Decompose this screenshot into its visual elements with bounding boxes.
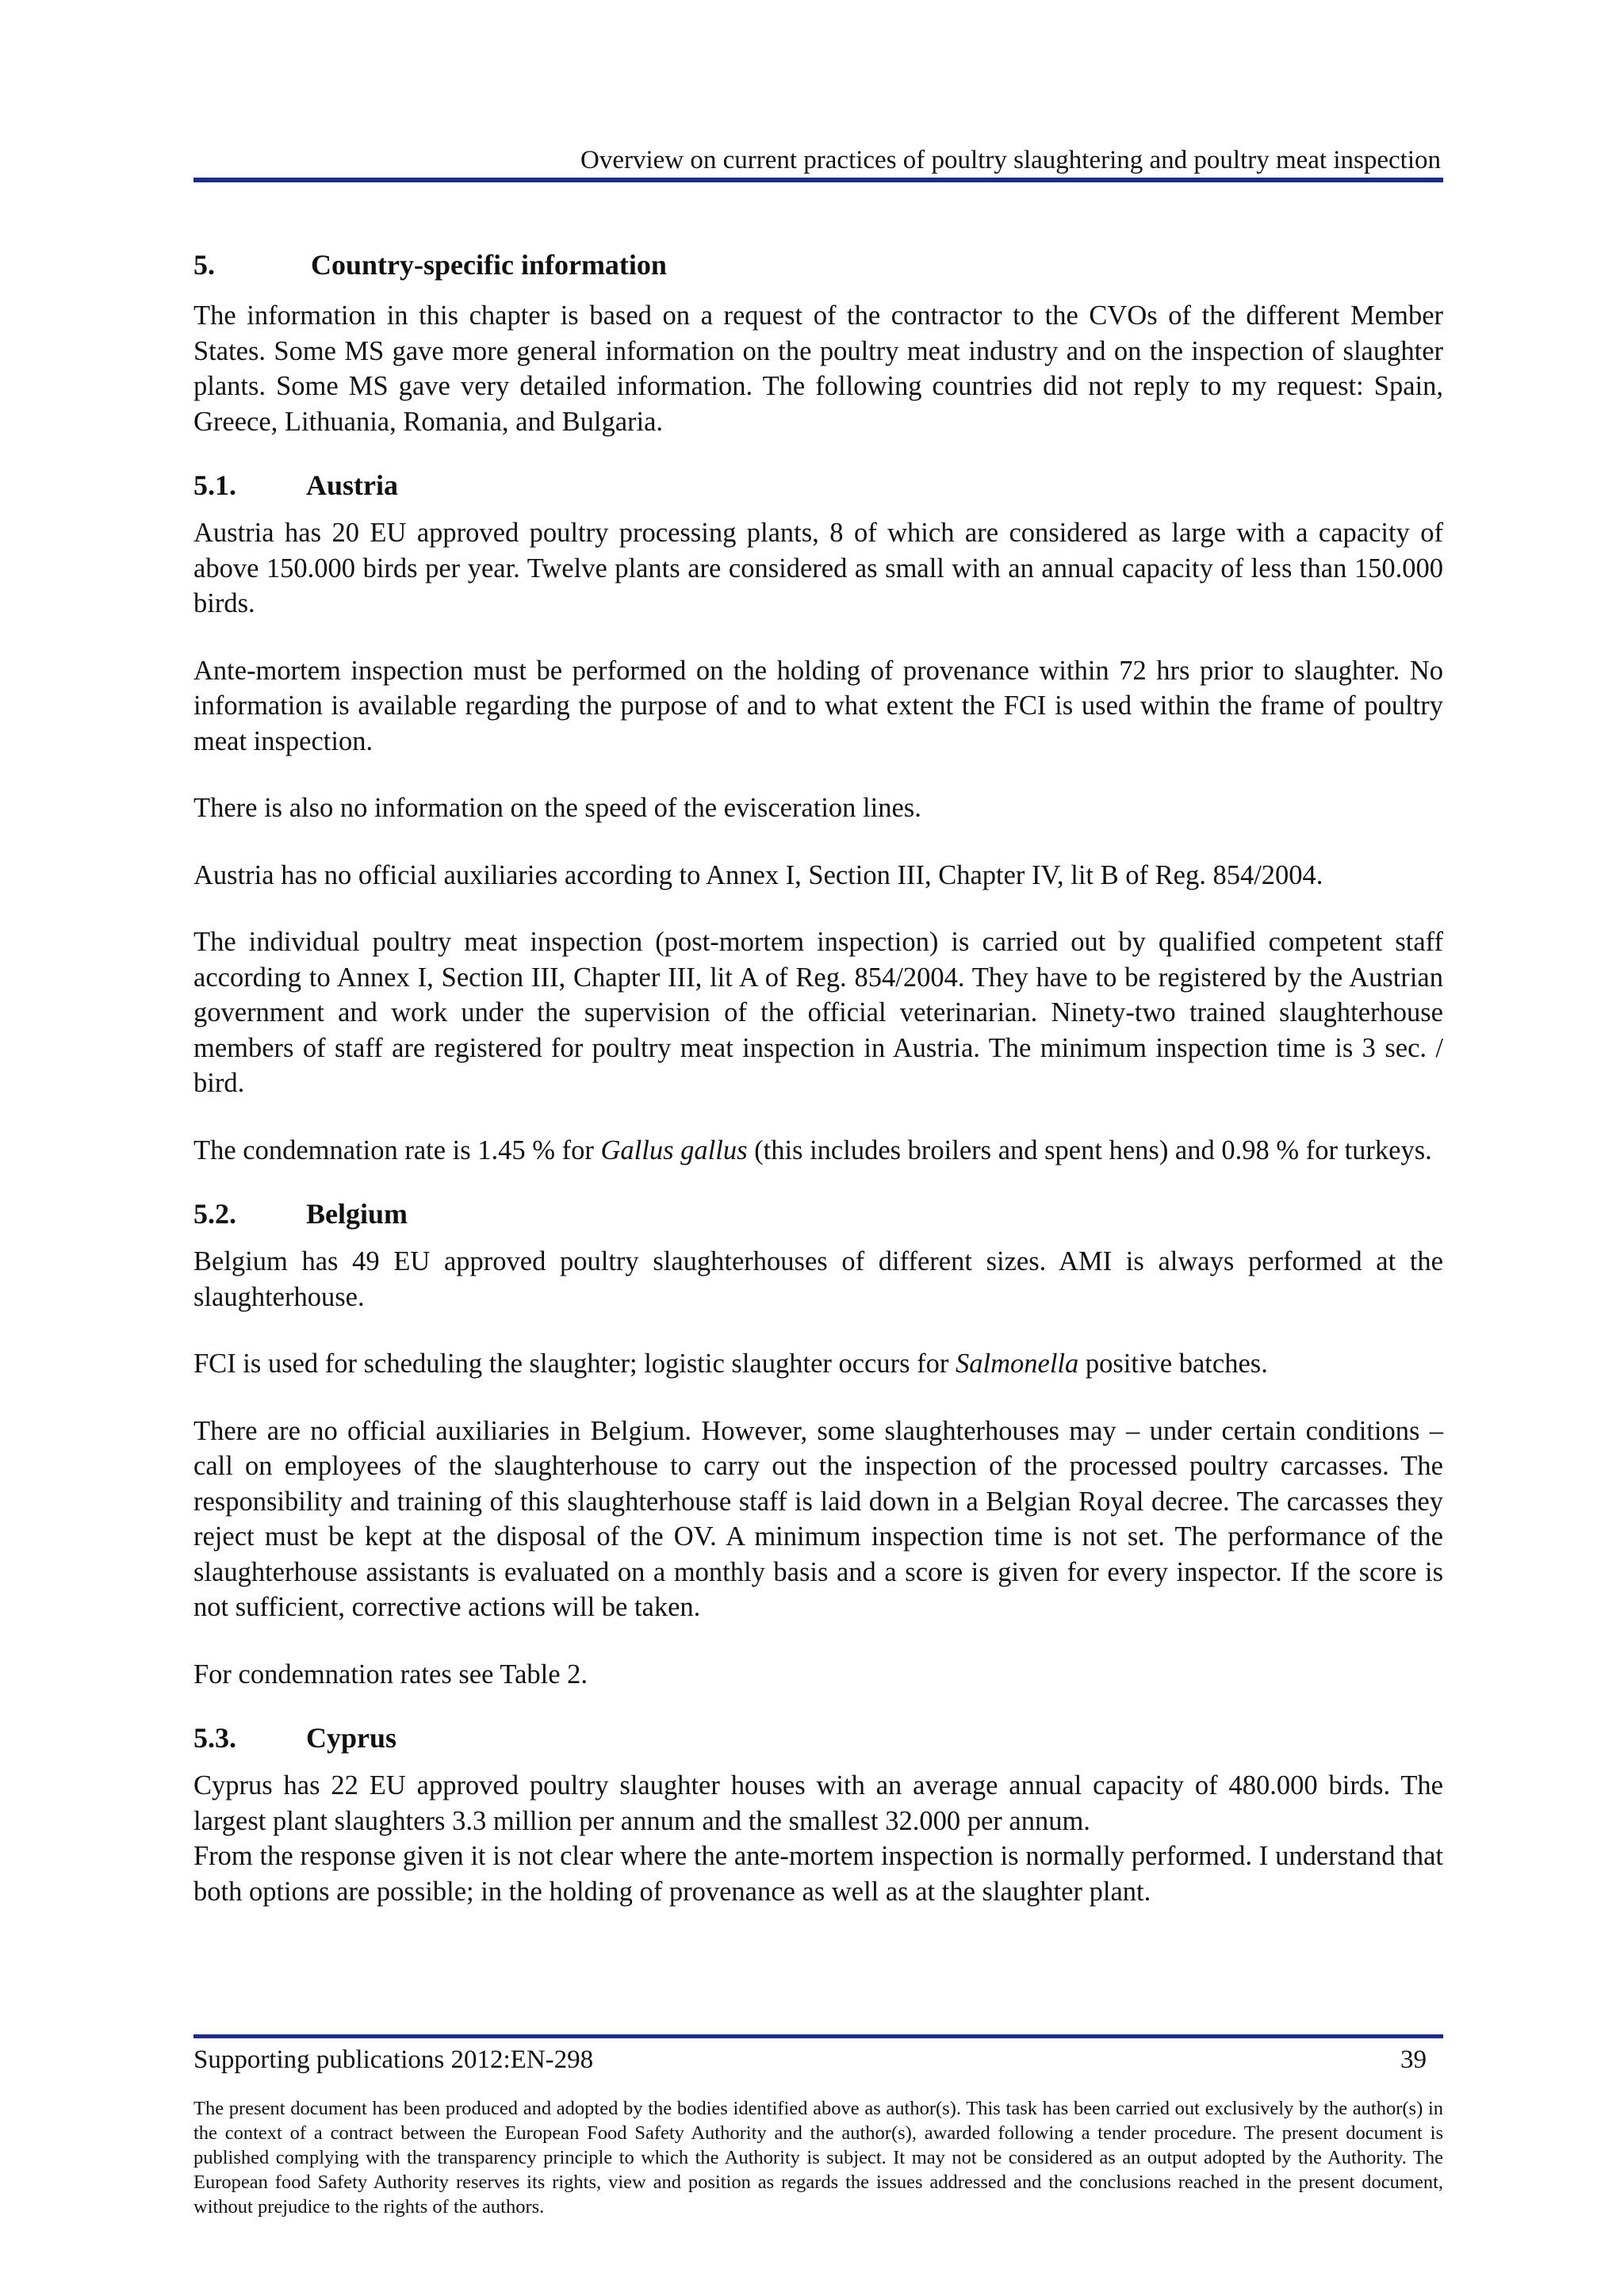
austria-paragraph-1: Austria has 20 EU approved poultry processing plants, 8 of which are considered as large with a capacity of above 150.000 birds per year. Twelve plants are considered as small with an annual capacity of less than 150.000 birds. xyxy=(193,518,1443,618)
belgium-paragraph-1: Belgium has 49 EU approved poultry slaughterhouses of different sizes. AMI is always performed at the slaughterhouse. xyxy=(193,1246,1443,1312)
section-heading-belgium xyxy=(193,1196,1443,1231)
cyprus-paragraph-1: Cyprus has 22 EU approved poultry slaughter houses with an average annual capacity of 480.000 birds. The largest plant slaughters 3.3 million per annum and the smallest 32.000 per annum. xyxy=(193,1770,1443,1836)
austria-paragraph-6 xyxy=(193,1133,1443,1169)
austria-paragraph-2: Ante-mortem inspection must be performed on the holding of provenance within 72 hrs prior to slaughter. No information is available regarding the purpose of and to what extent the FCI is used within the frame of poultry meat inspection. xyxy=(193,655,1443,756)
text-run: positive batches. xyxy=(1078,1349,1268,1379)
chapter-number: 5. xyxy=(193,249,215,281)
text-run: FCI is used for scheduling the slaughter; logistic slaughter occurs for xyxy=(193,1349,956,1379)
section-title: Cyprus xyxy=(306,1722,397,1754)
section-title: Belgium xyxy=(306,1198,408,1230)
section-heading-austria xyxy=(193,468,1443,503)
page-body xyxy=(193,247,1443,1909)
species-name: Gallus gallus xyxy=(600,1135,748,1165)
belgium-paragraph-3: There are no official auxiliaries in Belgium. However, some slaughterhouses may – under certain conditions – call on employees of the slaughterhouse to carry out the inspection of the processed poultry carcasses. The responsibility and training of this slaughterhouse staff is laid down in a Belgian Royal decree. The carcasses they reject must be kept at the disposal of the OV. A minimum inspection time is not set. The performance of the slaughterhouse assistants is evaluated on a monthly basis and a score is given for every inspector. If the score is not sufficient, corrective actions will be taken. xyxy=(193,1415,1443,1622)
section-number: 5.3. xyxy=(193,1722,236,1754)
chapter-heading xyxy=(193,247,1443,282)
text-run: (this includes broilers and spent hens) and 0.98 % for turkeys. xyxy=(747,1135,1432,1165)
chapter-title: Country-specific information xyxy=(311,249,667,281)
austria-paragraph-5: The individual poultry meat inspection (post-mortem inspection) is carried out by qualified competent staff according to Annex I, Section III, Chapter III, lit A of Reg. 854/2004. They have to be registered by the Austrian government and work under the supervision of the official veterinarian. Ninety-two trained slaughterhouse members of staff are registered for poultry meat inspection in Austria. The minimum inspection time is 3 sec. / bird. xyxy=(193,927,1443,1098)
section-title: Austria xyxy=(306,469,398,501)
chapter-intro-paragraph: The information in this chapter is based on a request of the contractor to the CVOs of the different Member States. Some MS gave more general information on the poultry meat industry and on the inspection of slaughter plants. Some MS gave very detailed information. The following countries did not reply to my request: Spain, Greece, Lithuania, Romania, and Bulgaria. xyxy=(193,300,1443,437)
pathogen-name: Salmonella xyxy=(956,1349,1079,1379)
footer-rule xyxy=(193,2034,1443,2038)
belgium-paragraph-4: For condemnation rates see Table 2. xyxy=(193,1659,588,1689)
text-run: The condemnation rate is 1.45 % for xyxy=(193,1135,601,1165)
austria-paragraph-3: There is also no information on the speed of the evisceration lines. xyxy=(193,793,921,823)
legal-disclaimer: The present document has been produced and adopted by the bodies identified above as author(s). This task has been carried out exclusively by the author(s) in the context of a contract between the European Food Safety Authority and the author(s), awarded following a tender procedure. The present document is published complying with the transparency principle to which the Authority is subject. It may not be considered as an output adopted by the Authority. The European food Safety Authority reserves its rights, view and position as regards the issues addressed and the conclusions reached in the present document, without prejudice to the rights of the authors. xyxy=(193,2098,1443,2218)
publication-reference: Supporting publications 2012:EN-298 xyxy=(193,2045,594,2074)
running-header: Overview on current practices of poultry slaughtering and poultry meat inspection xyxy=(580,146,1441,174)
cyprus-paragraph-2: From the response given it is not clear where the ante-mortem inspection is normally performed. I understand that both options are possible; in the holding of provenance as well as at the slaughter plant. xyxy=(193,1841,1443,1907)
austria-paragraph-4: Austria has no official auxiliaries according to Annex I, Section III, Chapter IV, lit B of Reg. 854/2004. xyxy=(193,859,1323,890)
header-rule xyxy=(193,178,1443,182)
section-number: 5.2. xyxy=(193,1198,236,1230)
belgium-paragraph-2 xyxy=(193,1346,1443,1382)
section-heading-cyprus xyxy=(193,1720,1443,1755)
section-number: 5.1. xyxy=(193,469,236,501)
page-number: 39 xyxy=(1400,2045,1427,2074)
